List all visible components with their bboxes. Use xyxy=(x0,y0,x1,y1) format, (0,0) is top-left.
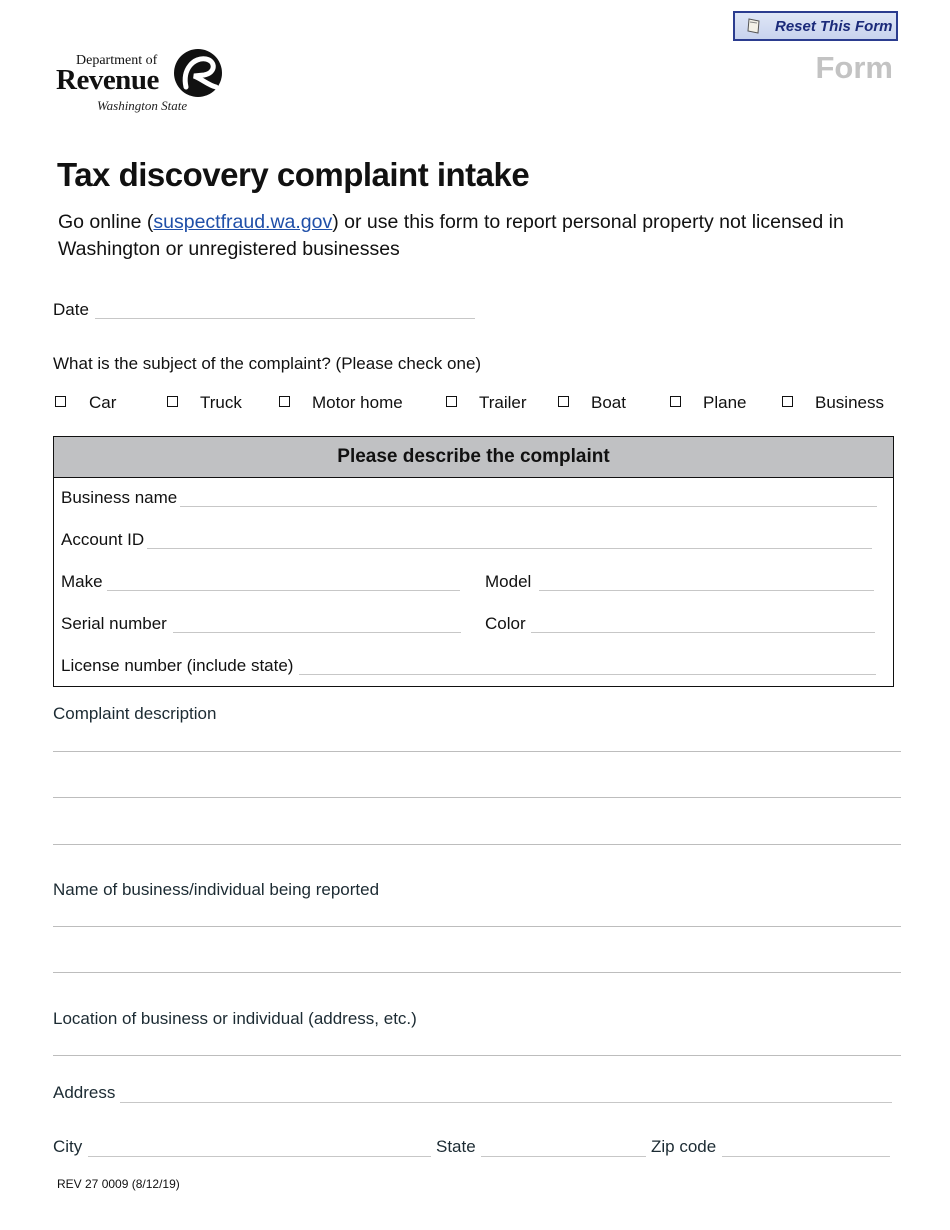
logo-department-text: Department of xyxy=(76,53,158,68)
revenue-logo-icon xyxy=(172,47,224,99)
city-label: City xyxy=(53,1137,83,1156)
account-id-label: Account ID xyxy=(61,530,145,549)
address-field[interactable] xyxy=(120,1102,892,1103)
car-checkbox[interactable] xyxy=(55,396,66,407)
city-field[interactable] xyxy=(88,1156,431,1157)
color-field[interactable] xyxy=(531,632,875,633)
zip-code-label: Zip code xyxy=(651,1137,717,1156)
serial-number-label: Serial number xyxy=(61,614,167,633)
logo-revenue-text: Revenue xyxy=(56,64,159,96)
complaint-description-line-3[interactable] xyxy=(53,844,901,845)
state-field[interactable] xyxy=(481,1156,646,1157)
zip-code-field[interactable] xyxy=(722,1156,890,1157)
form-watermark-label: Form xyxy=(815,50,893,85)
truck-checkbox[interactable] xyxy=(167,396,178,407)
boat-checkbox[interactable] xyxy=(558,396,569,407)
business-checkbox[interactable] xyxy=(782,396,793,407)
reset-form-label: Reset This Form xyxy=(775,17,893,35)
reported-name-line-2[interactable] xyxy=(53,972,901,973)
form-revision-number: REV 27 0009 (8/12/19) xyxy=(57,1177,180,1191)
reported-name-label: Name of business/individual being reported xyxy=(53,880,380,899)
complaint-details-table xyxy=(53,436,894,687)
make-field[interactable] xyxy=(107,590,460,591)
business-option-label: Business xyxy=(815,393,884,412)
complaint-description-label: Complaint description xyxy=(53,704,217,723)
plane-checkbox[interactable] xyxy=(670,396,681,407)
plane-option-label: Plane xyxy=(703,393,747,412)
model-label: Model xyxy=(485,572,532,591)
color-label: Color xyxy=(485,614,526,633)
address-label: Address xyxy=(53,1083,116,1102)
boat-option-label: Boat xyxy=(591,393,626,412)
business-name-label: Business name xyxy=(61,488,178,507)
reported-name-line-1[interactable] xyxy=(53,926,901,927)
reset-form-button[interactable] xyxy=(733,11,898,41)
account-id-field[interactable] xyxy=(147,548,872,549)
subject-question: What is the subject of the complaint? (Please check one) xyxy=(53,354,482,373)
location-line[interactable] xyxy=(53,1055,901,1056)
eraser-icon xyxy=(745,17,763,35)
make-label: Make xyxy=(61,572,103,591)
page-title: Tax discovery complaint intake xyxy=(57,156,530,193)
license-number-field[interactable] xyxy=(299,674,876,675)
trailer-checkbox[interactable] xyxy=(446,396,457,407)
complaint-details-heading: Please describe the complaint xyxy=(54,437,893,478)
car-option-label: Car xyxy=(89,393,117,412)
logo-washington-state-text: Washington State xyxy=(97,98,188,113)
suspectfraud-link[interactable]: suspectfraud.wa.gov xyxy=(153,211,333,233)
complaint-description-line-1[interactable] xyxy=(53,751,901,752)
intro-text: Go online (suspectfraud.wa.gov) or use this form to report personal property not licensed in Washington or unregistered businesses xyxy=(58,211,844,260)
serial-number-field[interactable] xyxy=(173,632,461,633)
truck-option-label: Truck xyxy=(200,393,242,412)
model-field[interactable] xyxy=(539,590,874,591)
state-label: State xyxy=(436,1137,476,1156)
date-field[interactable] xyxy=(95,318,475,319)
business-name-field[interactable] xyxy=(180,506,877,507)
complaint-description-line-2[interactable] xyxy=(53,797,901,798)
location-label: Location of business or individual (address, etc.) xyxy=(53,1009,417,1028)
date-label: Date xyxy=(53,300,89,319)
trailer-option-label: Trailer xyxy=(479,393,527,412)
motor-home-checkbox[interactable] xyxy=(279,396,290,407)
license-number-label: License number (include state) xyxy=(61,656,294,675)
motor-home-option-label: Motor home xyxy=(312,393,403,412)
